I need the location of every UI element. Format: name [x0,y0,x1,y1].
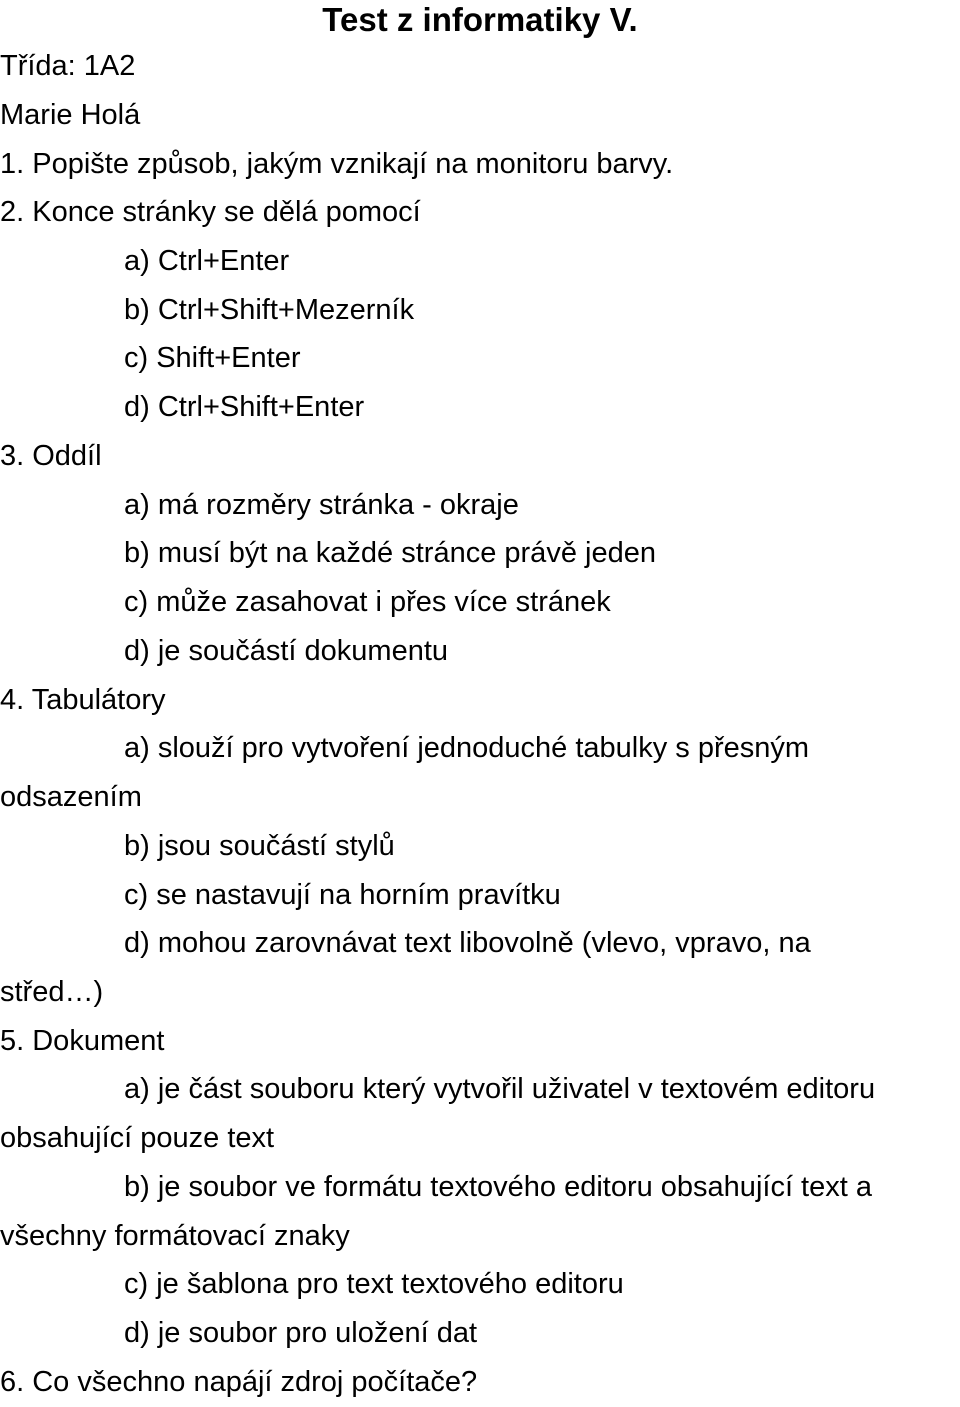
student-name: Marie Holá [0,99,141,131]
question-5: 5. Dokument [0,1025,165,1057]
question-2-option-a: a) Ctrl+Enter [124,245,290,277]
class-line: Třída: 1A2 [0,50,136,82]
question-3: 3. Oddíl [0,440,102,472]
question-2-option-c: c) Shift+Enter [124,342,301,374]
question-6: 6. Co všechno napájí zdroj počítače? [0,1366,478,1398]
question-2-option-b: b) Ctrl+Shift+Mezerník [124,294,415,326]
question-5-option-a-continuation: obsahující pouze text [0,1122,275,1154]
question-4: 4. Tabulátory [0,684,166,716]
question-2: 2. Konce stránky se dělá pomocí [0,196,421,228]
question-4-option-a: a) slouží pro vytvoření jednoduché tabulky s přesným [124,732,810,764]
question-4-option-d: d) mohou zarovnávat text libovolně (vlevo, vpravo, na [124,927,811,959]
question-5-option-c: c) je šablona pro text textového editoru [124,1268,624,1300]
question-4-option-c: c) se nastavují na horním pravítku [124,879,561,911]
question-2-option-d: d) Ctrl+Shift+Enter [124,391,365,423]
document-title: Test z informatiky V. [322,1,638,38]
question-5-option-a: a) je část souboru který vytvořil uživatel v textovém editoru [124,1073,876,1105]
question-3-option-c: c) může zasahovat i přes více stránek [124,586,611,618]
question-3-option-d: d) je součástí dokumentu [124,635,449,667]
question-4-option-b: b) jsou součástí stylů [124,830,395,862]
question-1: 1. Popište způsob, jakým vznikají na monitoru barvy. [0,148,674,180]
question-5-option-b: b) je soubor ve formátu textového editoru obsahující text a [124,1171,872,1203]
question-5-option-b-continuation: všechny formátovací znaky [0,1220,350,1252]
question-4-option-d-continuation: střed…) [0,976,104,1008]
question-3-option-a: a) má rozměry stránka - okraje [124,489,519,521]
question-4-option-a-continuation: odsazením [0,781,142,813]
question-3-option-b: b) musí být na každé stránce právě jeden [124,537,656,569]
question-5-option-d: d) je soubor pro uložení dat [124,1317,478,1349]
